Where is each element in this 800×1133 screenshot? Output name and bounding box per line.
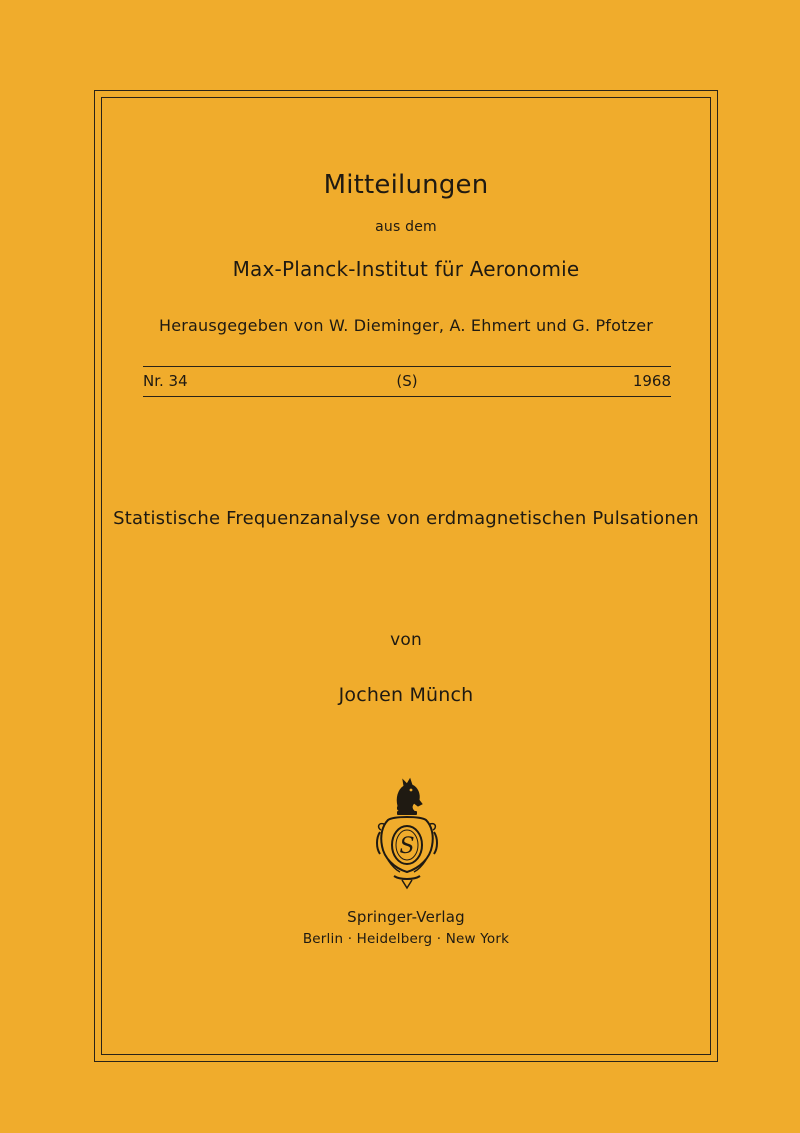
institute-name: Max-Planck-Institut für Aeronomie bbox=[232, 257, 580, 281]
springer-chess-knight-emblem-icon bbox=[374, 776, 440, 892]
issue-info-row bbox=[143, 372, 671, 392]
top-rule bbox=[143, 366, 671, 367]
issue-number: Nr. 34 bbox=[143, 372, 188, 390]
svg-text:S: S bbox=[399, 834, 415, 859]
work-title: Statistische Frequenzanalyse von erdmagnetischen Pulsationen bbox=[113, 508, 699, 529]
from-text: aus dem bbox=[375, 219, 437, 235]
by-text: von bbox=[390, 630, 422, 650]
author-name: Jochen Münch bbox=[338, 684, 474, 706]
publisher-name: Springer-Verlag bbox=[347, 908, 465, 926]
bottom-rule bbox=[143, 396, 671, 397]
publisher-cities: Berlin · Heidelberg · New York bbox=[302, 931, 510, 947]
editors-line: Herausgegeben von W. Dieminger, A. Ehmert und G. Pfotzer bbox=[158, 316, 654, 335]
issue-series-code: (S) bbox=[396, 372, 418, 390]
series-title: Mitteilungen bbox=[323, 170, 489, 200]
issue-year: 1968 bbox=[632, 372, 671, 390]
